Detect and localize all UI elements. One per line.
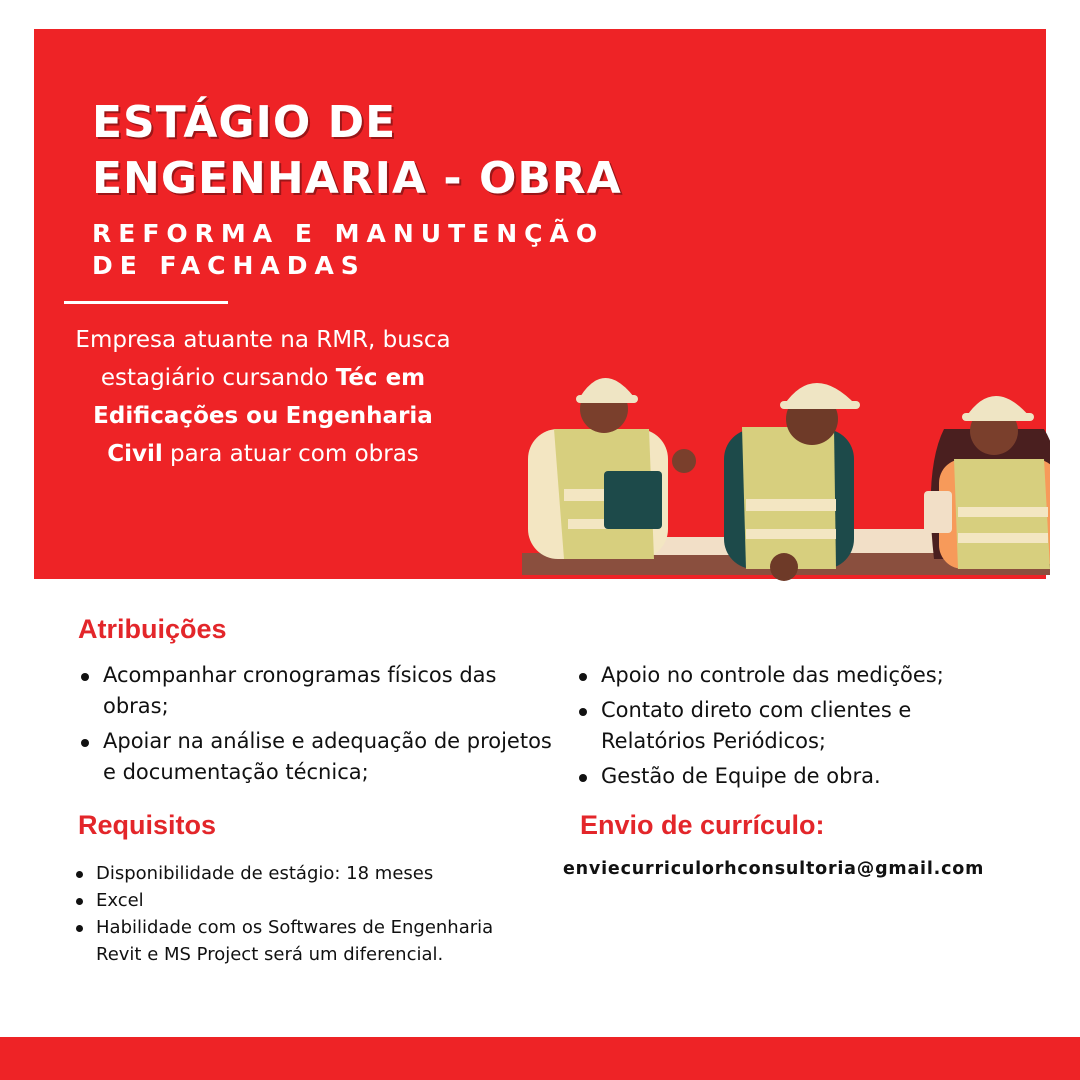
list-item: Habilidade com os Softwares de Engenharia Revit e MS Project será um diferencial. — [73, 914, 503, 968]
intro-part-2: para atuar com obras — [162, 441, 419, 467]
email-address[interactable]: enviecurriculorhconsultoria@gmail.com — [563, 859, 985, 879]
construction-workers-illustration — [484, 319, 1050, 581]
atribuicoes-list-right — [576, 660, 1006, 796]
page-subtitle — [92, 218, 604, 282]
intro-text — [64, 321, 462, 473]
requisitos-list — [73, 860, 503, 968]
title-line-1: ESTÁGIO DE — [92, 97, 397, 148]
list-item: Apoiar na análise e adequação de projetos e documentação técnica; — [78, 726, 558, 788]
list-item: Acompanhar cronogramas físicos das obras; — [78, 660, 558, 722]
intro-bold-2: Engenharia Civil — [107, 403, 433, 467]
hero-banner — [34, 29, 1046, 579]
page-title — [92, 95, 622, 207]
subtitle-line-1: REFORMA E MANUTENÇÃO — [92, 219, 605, 248]
footer-bar — [0, 1037, 1080, 1080]
section-heading-atribuicoes: Atribuições — [78, 614, 227, 644]
worker-icon — [924, 396, 1050, 569]
intro-bold-1: Téc em Edificações ou — [93, 365, 426, 429]
title-line-2: ENGENHARIA - OBRA — [92, 153, 622, 204]
atribuicoes-list-left — [78, 660, 558, 792]
list-item: Apoio no controle das medições; — [576, 660, 1006, 691]
worker-icon — [528, 378, 696, 559]
list-item: Disponibilidade de estágio: 18 meses — [73, 860, 503, 887]
section-heading-requisitos: Requisitos — [78, 810, 217, 840]
section-heading-envio: Envio de currículo: — [580, 810, 825, 840]
worker-icon — [724, 383, 860, 581]
list-item: Excel — [73, 887, 503, 914]
divider — [64, 301, 228, 304]
subtitle-line-2: DE FACHADAS — [92, 251, 366, 280]
list-item: Contato direto com clientes e Relatórios Periódicos; — [576, 695, 1006, 757]
list-item: Gestão de Equipe de obra. — [576, 761, 1006, 792]
intro-part-1: Empresa atuante na RMR, busca estagiário cursando — [75, 327, 451, 391]
